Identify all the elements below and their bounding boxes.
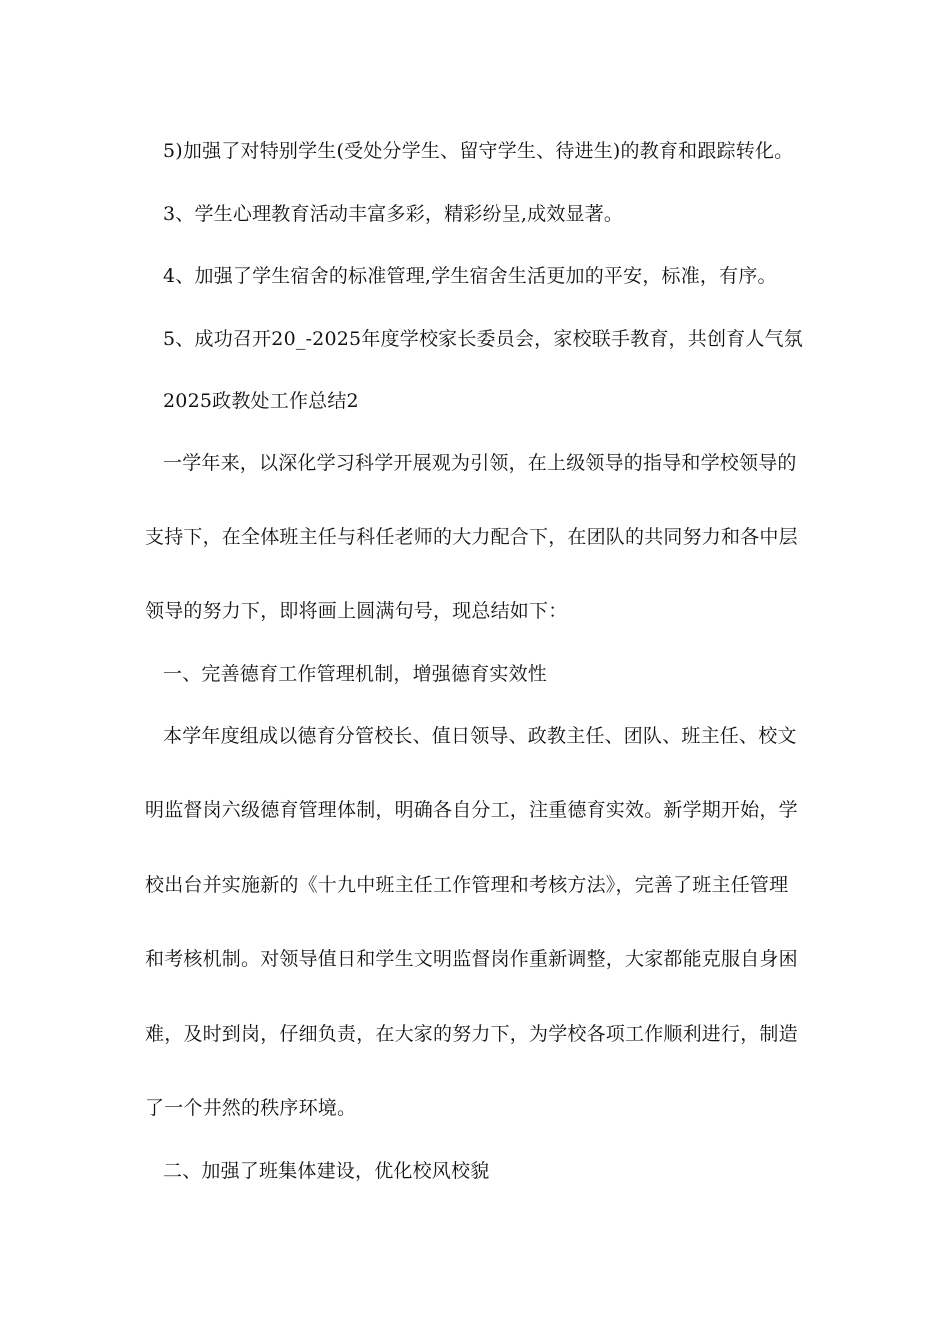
paragraph-line: 一学年来，以深化学习科学开展观为引领，在上级领导的指导和学校领导的	[163, 452, 797, 474]
heading-2: 二、加强了班集体建设，优化校风校貌	[163, 1160, 490, 1182]
paragraph-line: 明监督岗六级德育管理体制，明确各自分工，注重德育实效。新学期开始，学	[145, 799, 798, 821]
list-item-special-students: 5)加强了对特别学生(受处分学生、留守学生、待进生)的教育和跟踪转化。	[163, 140, 794, 162]
paragraph-line: 和考核机制。对领导值日和学生文明监督岗作重新调整，大家都能克服自身困	[145, 948, 798, 970]
paragraph-line: 支持下，在全体班主任与科任老师的大力配合下，在团队的共同努力和各中层	[145, 526, 798, 548]
list-item-dormitory: 4、加强了学生宿舍的标准管理,学生宿舍生活更加的平安，标准，有序。	[163, 265, 777, 287]
paragraph-line: 难，及时到岗，仔细负责，在大家的努力下，为学校各项工作顺利进行，制造	[145, 1023, 798, 1045]
paragraph-line: 领导的努力下，即将画上圆满句号，现总结如下：	[145, 600, 568, 622]
list-item-parent-committee: 5、成功召开20_-2025年度学校家长委员会，家校联手教育，共创育人气氛	[163, 328, 803, 350]
paragraph-line: 本学年度组成以德育分管校长、值日领导、政教主任、团队、班主任、校文	[163, 725, 797, 747]
heading-1: 一、完善德育工作管理机制，增强德育实效性	[163, 663, 548, 685]
section-title: 2025政教处工作总结2	[163, 390, 359, 412]
paragraph-line: 校出台并实施新的《十九中班主任工作管理和考核方法》，完善了班主任管理	[145, 874, 789, 896]
list-item-psychology: 3、学生心理教育活动丰富多彩，精彩纷呈,成效显著。	[163, 203, 624, 225]
paragraph-line: 了一个井然的秩序环境。	[145, 1097, 357, 1119]
